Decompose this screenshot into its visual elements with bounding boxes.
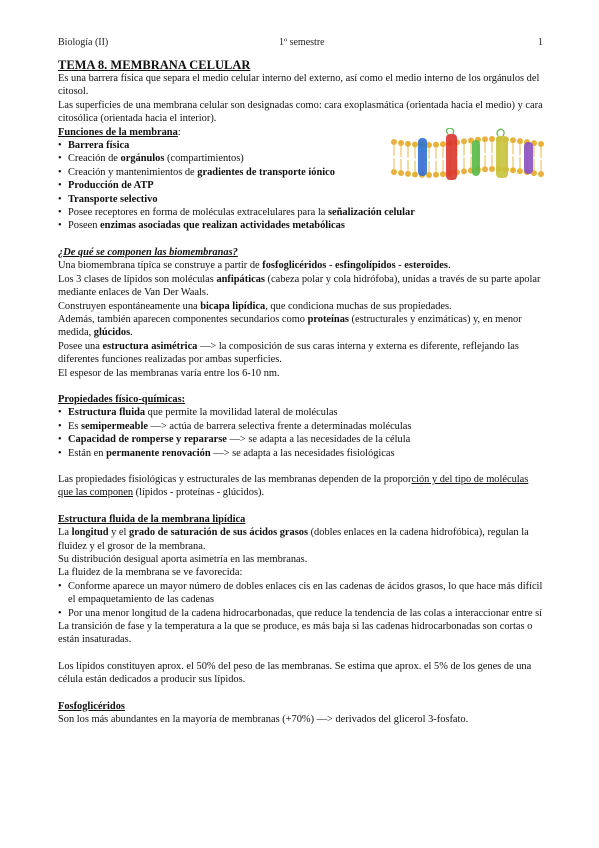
header-course: Biología (II) xyxy=(58,37,109,48)
list-item: • Conforme aparece un mayor número de dobles enlaces cis en las cadenas de ácidos grasos, lo que hace más difícil el empaquetamiento de las cadenas xyxy=(58,580,543,607)
composicion-line-2: Los 3 clases de lípidos son moléculas anfipáticas (cabeza polar y cola hidrófoba), unidas a través de su parte apolar mediante enlaces de Van Der Waals. xyxy=(58,273,541,299)
funciones-list xyxy=(58,139,543,233)
header-page-number: 1 xyxy=(538,37,543,48)
list-item: • Producción de ATP xyxy=(58,179,543,192)
composicion-line-5: Posee una estructura asimétrica —> la composición de sus caras interna y externa es diferente, reflejando las diferentes funciones realizadas por ambas superficies. xyxy=(58,340,519,366)
list-item: • Transporte selectivo xyxy=(58,193,543,206)
fluida-line-3: La fluidez de la membrana se ve favorecida: xyxy=(58,567,243,579)
section-heading-composicion: ¿De qué se componen las biomembranas? xyxy=(58,246,238,258)
composicion-line-4: Además, también aparecen componentes secundarios como proteínas (estructurales y enzimáticas) y, en menor medida, glúcidos. xyxy=(58,313,522,339)
list-item: • Es semipermeable —> actúa de barrera selectiva frente a determinadas moléculas xyxy=(58,420,543,433)
list-item: • Posee receptores en forma de moléculas extracelulares para la señalización celular xyxy=(58,206,543,219)
propiedades-list xyxy=(58,406,543,460)
intro-paragraph-1: Es una barrera física que separa el medio celular interno del externo, así como el medio interno de los orgánulos del citosol. xyxy=(58,73,540,98)
list-item: • Están en permanente renovación —> se adapta a las necesidades fisiológicas xyxy=(58,447,543,460)
list-item: • Estructura fluida que permite la movilidad lateral de moléculas xyxy=(58,406,543,419)
fluida-line-1: La longitud y el grado de saturación de sus ácidos grasos (dobles enlaces en la cadena hidrofóbica), regulan la fluidez y el grosor de la membrana. xyxy=(58,527,529,552)
list-item: • Creación de orgánulos (compartimientos) xyxy=(58,152,543,165)
intro-paragraph-2: Las superficies de una membrana celular son designadas como: cara exoplasmática (orientada hacia el medio) y cara citosólica (orientada hacia el interior). xyxy=(58,99,543,125)
section-heading-funciones: Funciones de la membrana: xyxy=(58,126,181,138)
list-item: • Poseen enzimas asociadas que realizan actividades metabólicas xyxy=(58,219,543,232)
fluida-line-5: Los lípidos constituyen aprox. el 50% del peso de las membranas. Se estima que aprox. el 5% de los genes de una célula están dedicados a producir sus lípidos. xyxy=(58,660,532,686)
header-semester: 1º semestre xyxy=(279,37,325,48)
document-body xyxy=(58,58,543,726)
list-item: • Por una menor longitud de la cadena hidrocarbonadas, que reduce la tendencia de las colas a interaccionar entre sí xyxy=(58,607,543,620)
composicion-line-1: Una biomembrana típica se construye a partir de fosfoglicéridos - esfingolípidos - esteroides. xyxy=(58,260,451,272)
list-item: • Barrera física xyxy=(58,139,543,152)
fluida-line-4: La transición de fase y la temperatura a la que se produce, es más baja si las cadenas hidrocarbonadas son cortas o están insaturadas. xyxy=(58,621,533,646)
fluida-line-2: Su distribución desigual aporta asimetría en las membranas. xyxy=(58,554,308,565)
fluida-list xyxy=(58,580,543,620)
list-item: • Capacidad de romperse y repararse —> se adapta a las necesidades de la célula xyxy=(58,433,543,446)
propiedades-paragraph: Las propiedades fisiológicas y estructurales de las membranas dependen de la proporción y del tipo de moléculas que las componen (lípidos - proteínas - glúcidos). xyxy=(58,473,529,499)
fosfogliceridos-text: Son los más abundantes en la mayoría de membranas (+70%) —> derivados del glicerol 3-fosfato. xyxy=(58,714,469,726)
list-item: • Creación y mantenimientos de gradientes de transporte iónico xyxy=(58,166,543,179)
composicion-line-6: El espesor de las membranas varía entre los 6-10 nm. xyxy=(58,367,280,379)
section-heading-fluida: Estructura fluida de la membrana lipídica xyxy=(58,513,246,525)
composicion-line-3: Construyen espontáneamente una bicapa lipídica, que condiciona muchas de sus propiedades. xyxy=(58,300,452,312)
section-heading-propiedades: Propiedades físico-químicas: xyxy=(58,393,186,405)
page-title: TEMA 8. MEMBRANA CELULAR xyxy=(58,58,251,72)
section-heading-fosfogliceridos: Fosfoglicéridos xyxy=(58,700,125,712)
